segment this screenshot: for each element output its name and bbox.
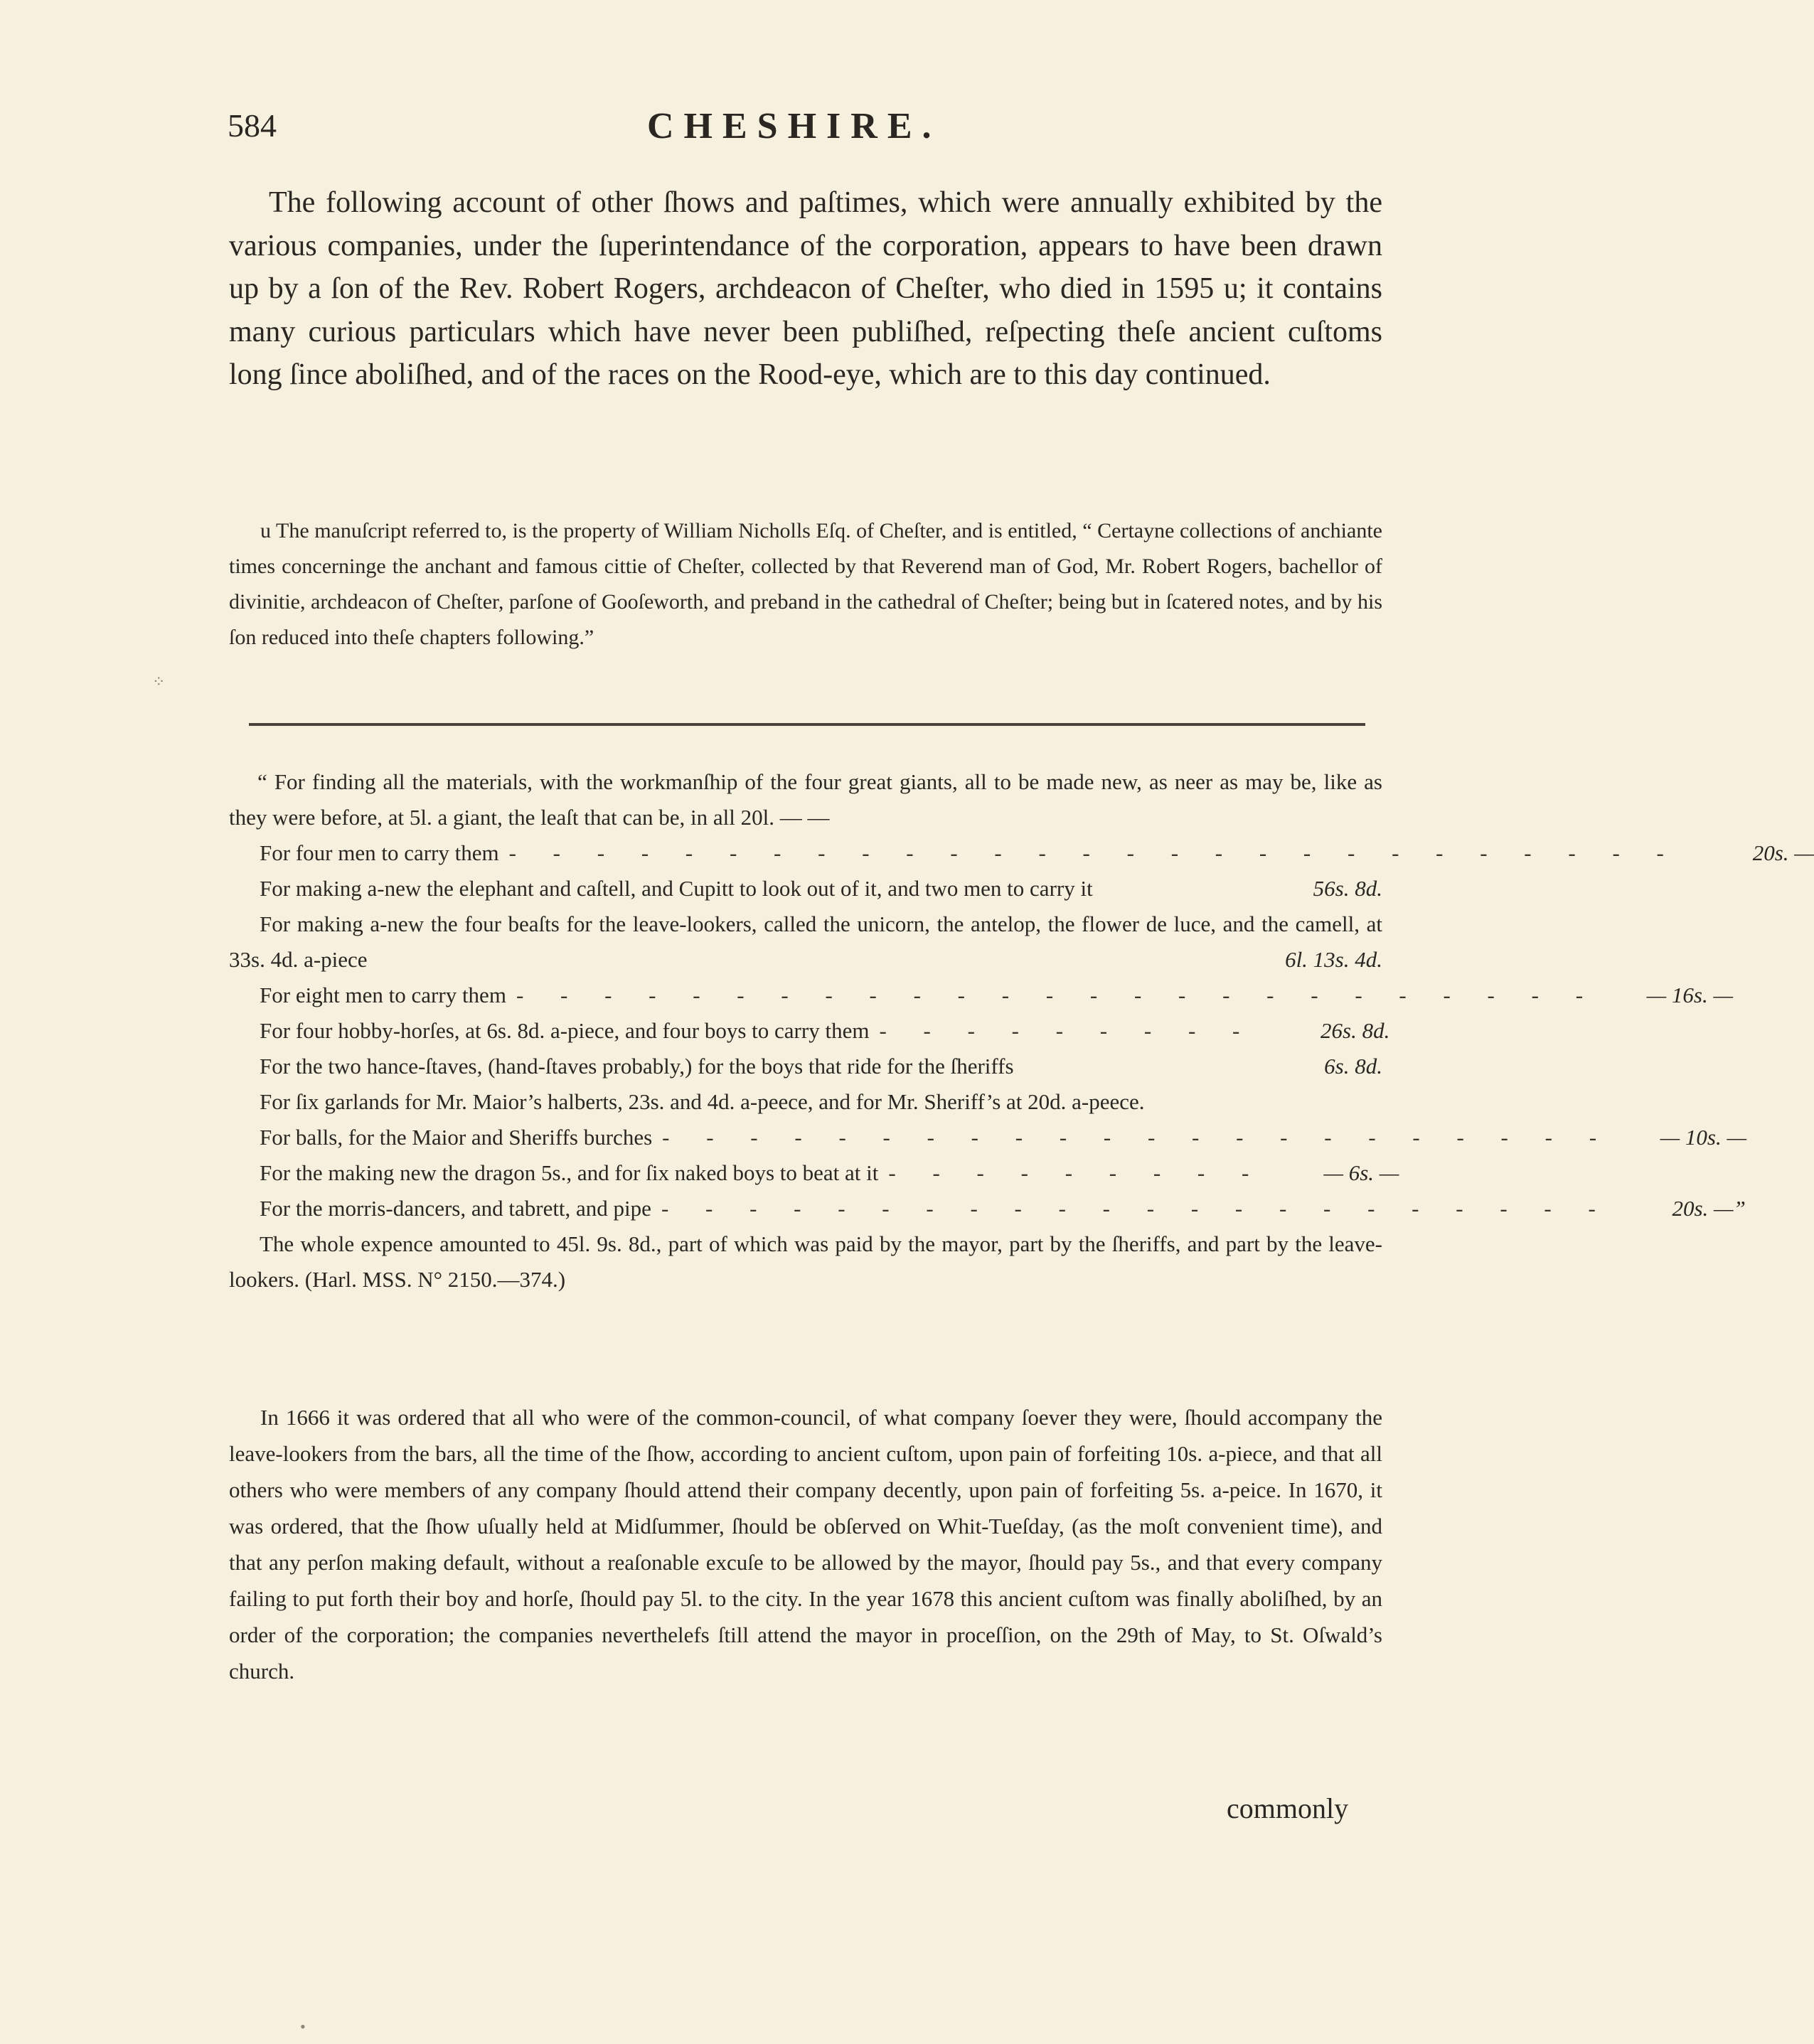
account-summary: The whole expence amounted to 45l. 9s. 8d., part of which was paid by the mayor, part by the ſheriffs, and part by the leave-lookers. (Harl. MSS. N° 2150.—374.) — [229, 1231, 1382, 1292]
margin-smudge-icon: ⁘ — [152, 673, 166, 690]
section-divider — [249, 723, 1365, 726]
intro-paragraph — [229, 181, 1382, 397]
closing-paragraph — [229, 1399, 1382, 1689]
account-item — [229, 1049, 1382, 1084]
item-label: For the morris-dancers, and tabrett, and pipe — [260, 1196, 651, 1221]
expense-account — [229, 764, 1814, 1297]
page-number: 584 — [228, 107, 277, 144]
account-item — [229, 1013, 1390, 1049]
leader-dots: - - - - - - - - - — [888, 1160, 1265, 1185]
account-item — [229, 871, 1382, 906]
leader-dots: - - - - - - - - - — [879, 1018, 1256, 1043]
item-amount: 26s. 8d. — [1321, 1018, 1390, 1043]
footnote-text: u The manuſcript referred to, is the property of William Nicholls Eſq. of Cheſter, and is entitled, “ Certayne collections of anchiante times concerninge the anchant and famous cittie of Cheſter, collected by that Reverend man of God, Mr. Robert Rogers, bachellor of divinitie, archdeacon of Cheſter, parſone of Gooſeworth, and preband in the cathedral of Cheſter; being but in ſcatered notes, and by his ſon reduced into theſe chapters following.” — [229, 519, 1382, 649]
account-item — [229, 1120, 1747, 1155]
catchword: commonly — [1227, 1792, 1349, 1824]
item-label: For four men to carry them — [260, 840, 499, 865]
account-opening: “ For finding all the materials, with the workmanſhip of the four great giants, all to be made new, as neer as may be, like as they were before, at 5l. a giant, the leaſt that can be, in all 20l. — — — [229, 769, 1382, 830]
leader-dots: - - - - - - - - - - - - - - - - - - - - - - - - - - - — [508, 840, 1680, 865]
item-label: For eight men to carry them — [260, 983, 506, 1007]
item-label: For making a-new the four beaſts for the leave-lookers, called the unicorn, the antelop, the flower de luce, and the camell, at 33s. 4d. a-piece — [229, 911, 1382, 972]
item-label: For the two hance-ſtaves, (hand-ſtaves probably,) for the boys that ride for the ſheriffs — [260, 1054, 1014, 1079]
margin-smudge-icon: • — [300, 2018, 306, 2035]
account-item — [229, 978, 1734, 1013]
item-amount: 6l. 13s. 4d. — [1285, 947, 1382, 972]
item-amount: — 16s. — — [1646, 983, 1734, 1007]
running-title: CHESHIRE. — [647, 106, 941, 146]
closing-text: In 1666 it was ordered that all who were of the common-council, of what company ſoever they were, ſhould accompany the leave-lookers from the bars, all the time of the ſhow, according to ancient cuſtom, upon pain of forfeiting 10s. a-piece, and that all others who were members of any company ſhould attend their company decently, upon pain of forfeiting 5s. a-peice. In 1670, it was ordered, that the ſhow uſually held at Midſummer, ſhould be obſerved on Whit-Tueſday, (as the moſt convenient time), and that any perſon making default, without a reaſonable excuſe to be allowed by the mayor, ſhould pay 5s., and that every company failing to put forth their boy and horſe, ſhould pay 5l. to the city. In the year 1678 this ancient cuſtom was finally aboliſhed, by an order of the corporation; the companies neverthelefs ſtill attend the mayor in proceſſion, on the 29th of May, to St. Oſwald’s church. — [229, 1405, 1382, 1684]
item-amount: 20s. — — [1752, 840, 1814, 865]
item-amount: 6s. 8d. — [1324, 1054, 1382, 1079]
item-label: For ſix garlands for Mr. Maior’s halberts, 23s. and 4d. a-peece, and for Mr. Sheriff’s at 20d. a-peece. — [260, 1089, 1145, 1114]
item-label: For balls, for the Maior and Sheriffs burches — [260, 1125, 653, 1150]
item-amount: 20s. —” — [1672, 1196, 1746, 1221]
account-item — [229, 1155, 1399, 1191]
item-amount: — 6s. — — [1323, 1160, 1399, 1185]
account-item — [229, 1084, 1382, 1120]
item-amount: 56s. 8d. — [1313, 876, 1382, 901]
leader-dots: - - - - - - - - - - - - - - - - - - - - - - — [662, 1125, 1613, 1150]
intro-text: The following account of other ſhows and paſtimes, which were annually exhibited by the various companies, under the ſuperintendance of the corporation, appears to have been drawn up by a ſon of the Rev. Robert Rogers, archdeacon of Cheſter, who died in 1595 u; it contains many curious particulars which have never been publiſhed, reſpecting theſe ancient cuſtoms long ſince aboliſhed, and of the races on the Rood-eye, which are to this day continued. — [229, 186, 1382, 391]
footnote — [229, 513, 1382, 656]
item-label: For making a-new the elephant and caſtell, and Cupitt to look out of it, and two men to carry it — [260, 876, 1093, 901]
page-header — [228, 107, 1394, 164]
item-label: For the making new the dragon 5s., and for ſix naked boys to beat at it — [260, 1160, 879, 1185]
leader-dots: - - - - - - - - - - - - - - - - - - - - - - - - - — [516, 983, 1599, 1007]
leader-dots: - - - - - - - - - - - - - - - - - - - - - - — [661, 1196, 1611, 1221]
account-item — [229, 906, 1382, 978]
account-item — [229, 835, 1814, 871]
item-label: For four hobby-horſes, at 6s. 8d. a-piece, and four boys to carry them — [260, 1018, 870, 1043]
account-item — [229, 1191, 1746, 1226]
item-amount: — 10s. — — [1660, 1125, 1747, 1150]
